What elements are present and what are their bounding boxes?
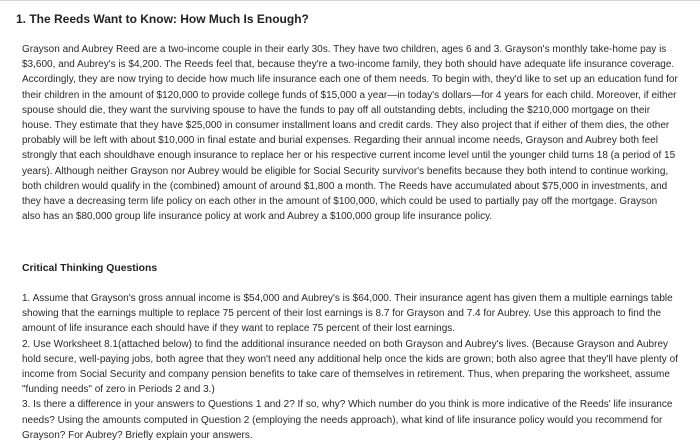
- question-2: 2. Use Worksheet 8.1(attached below) to find the additional insurance needed on both Grayson and Aubrey's lives. (Because Grayson and Aubrey hold secure, well-paying jobs, both agree that they won't need any additional help once the kids are grown; both also agree that they'll have plenty of income from Social Security and company pension benefits to take care of themselves in retirement. Thus, when preparing the worksheet, assume "funding needs" of zero in Periods 2 and 3.): [22, 338, 678, 396]
- case-title: 1. The Reeds Want to Know: How Much Is Enough?: [16, 12, 309, 26]
- question-3: 3. Is there a difference in your answers to Questions 1 and 2? If so, why? Which number do you think is more indicative of the Reeds' life insurance needs? Using the amounts computed in Question 2 (employing the needs approach), what kind of life insurance policy would you recommend for Grayson? For Aubrey? Briefly explain your answers.: [22, 399, 673, 441]
- questions-list: [22, 291, 686, 443]
- case-paragraph: Grayson and Aubrey Reed are a two-income couple in their early 30s. They have two children, ages 6 and 3. Grayson's monthly take-home pay is $3,600, and Aubrey's is $4,200. The Reeds feel that, because they're a two-income family, they both should have adequate life insurance coverage. Accordingly, they are now trying to decide how much life insurance each one of them needs. To begin with, they'd like to set up an education fund for their children in the amount of $120,000 to provide college funds of $15,000 a year—in today's dollars—for 4 years for each child. Moreover, if either spouse should die, they want the surviving spouse to have the funds to pay off all outstanding debts, including the $210,000 mortgage on their house. They estimate that they have $25,000 in consumer installment loans and credit cards. They also project that if either of them dies, the other probably will be left with about $10,000 in final estate and burial expenses. Regarding their annual income needs, Grayson and Aubrey both feel strongly that each shouldhave enough insurance to replace her or his respective current income level until the younger child turns 18 (a period of 15 years). Although neither Grayson nor Aubrey would be eligible for Social Security survivor's benefits because they both intend to continue working, both children would qualify in the (combined) amount of around $1,800 a month. The Reeds have accumulated about $75,000 in investments, and they have a decreasing term life policy on each other in the amount of $100,000, which could be used to partially pay off the mortgage. Grayson also has an $80,000 group life insurance policy at work and Aubrey a $100,000 group life insurance policy.: [22, 44, 678, 223]
- questions-heading: Critical Thinking Questions: [22, 263, 158, 274]
- question-1: 1. Assume that Grayson's gross annual income is $54,000 and Aubrey's is $64,000. Their insurance agent has given them a multiple earnings table showing that the earnings multiple to replace 75 percent of their lost earnings is 8.7 for Grayson and 7.4 for Aubrey. Use this approach to find the amount of life insurance each should have if they want to replace 75 percent of their lost earnings.: [22, 293, 673, 335]
